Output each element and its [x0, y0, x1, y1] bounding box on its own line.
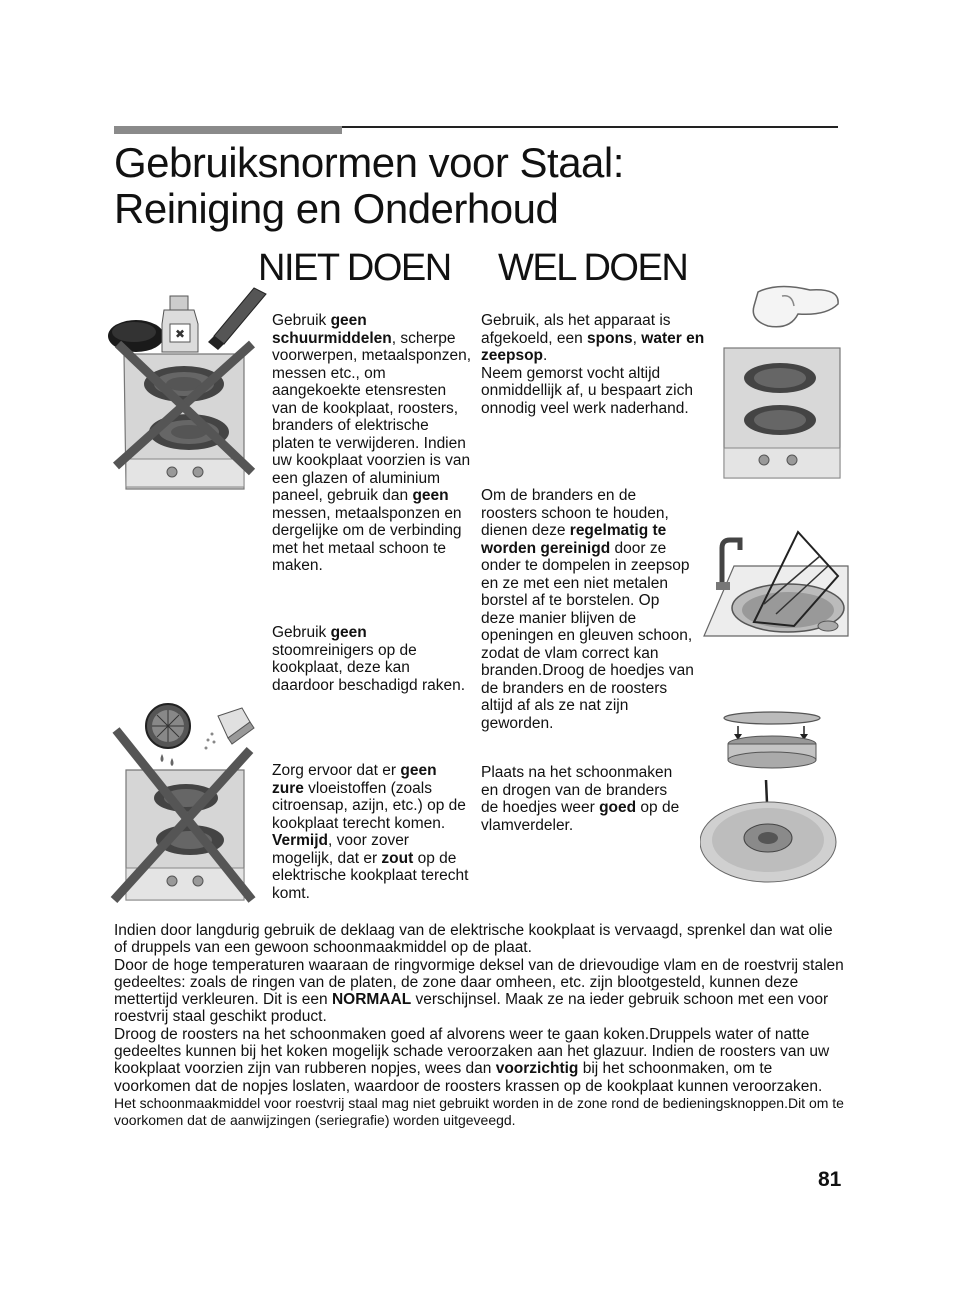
body-paragraph [114, 922, 844, 957]
text-run: Droog de roosters na het schoonmaken goed af alvorens weer te gaan koken.Druppels water of natte gedeeltes kunnen bij het koken mogelijk schade veroorzaken aan het glazuur. Indien de roosters van uw kookplaat voorzien zijn van rubberen nopjes, wees dan [114, 1025, 830, 1078]
text-run: vloeistoffen (zoals citroensap, azijn, etc.) op de kookplaat terecht komen. [272, 779, 466, 832]
text-run: op de elektrische kookplaat terecht komt. [272, 849, 469, 902]
title-line-2: Reiniging en Onderhoud [114, 185, 559, 232]
header-accent-bar [114, 126, 342, 134]
text-run: , scherpe voorwerpen, metaalsponzen, messen etc., om aangekoekte etensresten van de kookplaat, roosters, branders of elektrische platen te verwijderen. Indien uw kookplaat voorzien is van een glazen of aluminium paneel, gebruik dan [272, 329, 472, 504]
emphasis-text: goed [599, 799, 637, 816]
text-run: verschijnsel. Maak ze na ieder gebruik schoon met een voor roestvrij staal geschikt product. [114, 991, 829, 1026]
text-run: Gebruik [272, 312, 331, 329]
page-number: 81 [818, 1168, 842, 1191]
svg-text:✖: ✖ [174, 327, 186, 341]
emphasis-text: spons [587, 329, 633, 347]
body-text [114, 922, 844, 1129]
title-line-1: Gebruiksnormen voor Staal: [114, 139, 624, 186]
emphasis-text: NORMAAL [331, 991, 412, 1009]
text-run: Gebruik [272, 624, 331, 641]
sink-grid-icon [700, 526, 850, 642]
hob-sponge-icon [718, 282, 848, 482]
text-run: Het schoonmaakmiddel voor roestvrij staal mag niet gebruikt worden in de zone rond de bedieningsknoppen.Dit om te voorkomen dat de aanwijzingen (seriegrafie) worden uitgeveegd. [114, 1094, 844, 1128]
emphasis-text: Vermijd [272, 832, 328, 849]
emphasis-text: zout [381, 849, 414, 867]
text-run: Indien door langdurig gebruik de deklaag van de elektrische kookplaat is vervaagd, sprenkel dan wat olie of druppels van een gewoon schoonmaakmiddel op de plaat. [114, 922, 833, 957]
niet-doen-paragraph [272, 312, 472, 575]
wel-doen-paragraph [481, 312, 706, 365]
text-run: Door de hoge temperaturen waaraan de ringvormige deksel van de drievoudige vlam en de roestvrij stalen gedeeltes: zoals de ringen van de platen, de zone daar omheen, etc. zijn blootgesteld, kunnen deze mettertijd verkleuren. Dit is een [114, 956, 844, 1009]
text-run: , voor zover mogelijk, dat er [272, 832, 409, 867]
emphasis-text: geen schuurmiddelen [272, 312, 392, 347]
wel-doen-block-3 [481, 764, 686, 834]
emphasis-text: voorzichtig [495, 1060, 579, 1078]
text-run: stoomreinigers op de kookplaat, deze kan daardoor beschadigd raken. [272, 641, 466, 694]
niet-doen-paragraph [272, 624, 472, 694]
burner-cap-icon [700, 710, 840, 888]
niet-doen-block-1 [272, 312, 472, 575]
wel-doen-paragraph [481, 764, 686, 834]
text-run: . [543, 347, 548, 364]
text-run: , [632, 329, 642, 347]
emphasis-text: geen [412, 487, 449, 504]
text-run: Zorg ervoor dat er [272, 762, 401, 779]
text-run: Gebruik, als het apparaat is afgekoeld, een [481, 312, 671, 347]
body-paragraph [114, 957, 844, 1026]
emphasis-text: geen [330, 624, 367, 641]
emphasis-text: geen zure [272, 762, 437, 797]
niet-doen-heading: NIET DOEN [258, 247, 451, 289]
emphasis-text: regelmatig te worden gereinigd [481, 522, 667, 557]
text-run: Neem gemorst vocht altijd onmiddellijk af, u bespaart zich onnodig veel werk naderhand. [481, 364, 693, 417]
hob-acid-salt-crossed-icon [106, 700, 256, 906]
wel-doen-paragraph [481, 365, 706, 418]
body-paragraph [114, 1026, 844, 1095]
wel-doen-heading: WEL DOEN [498, 247, 688, 289]
emphasis-text: water en zeepsop [481, 329, 705, 364]
hob-abrasives-crossed-icon [104, 284, 274, 494]
niet-doen-paragraph [272, 762, 472, 902]
wel-doen-paragraph [481, 487, 696, 732]
niet-doen-block-2 [272, 624, 472, 694]
page-title [114, 140, 834, 232]
text-run: bij het schoonmaken, om te voorkomen dat de nopjes loslaten, waardoor de roosters krassen op de kookplaat kunnen veroorzaken. [114, 1060, 823, 1095]
niet-doen-block-3 [272, 762, 472, 902]
text-run: op de vlamverdeler. [481, 799, 680, 834]
text-run: Plaats na het schoonmaken en drogen van de branders de hoedjes weer [481, 764, 673, 816]
body-paragraph-small [114, 1095, 844, 1129]
wel-doen-block-2 [481, 487, 696, 732]
wel-doen-block-1 [481, 312, 706, 417]
text-run: messen, metaalsponzen en dergelijke om de verbinding met het metaal schoon te maken. [272, 504, 462, 574]
text-run: door ze onder te dompelen in zeepsop en ze met een niet metalen borstel af te borstelen. Op deze manier blijven de openingen en gleuven schoon, zodat de vlam correct kan branden.Droog de hoedjes van de branders en de roosters altijd af als ze nat zijn geworden. [481, 539, 694, 732]
text-run: Om de branders en de roosters schoon te houden, dienen deze [481, 487, 669, 539]
